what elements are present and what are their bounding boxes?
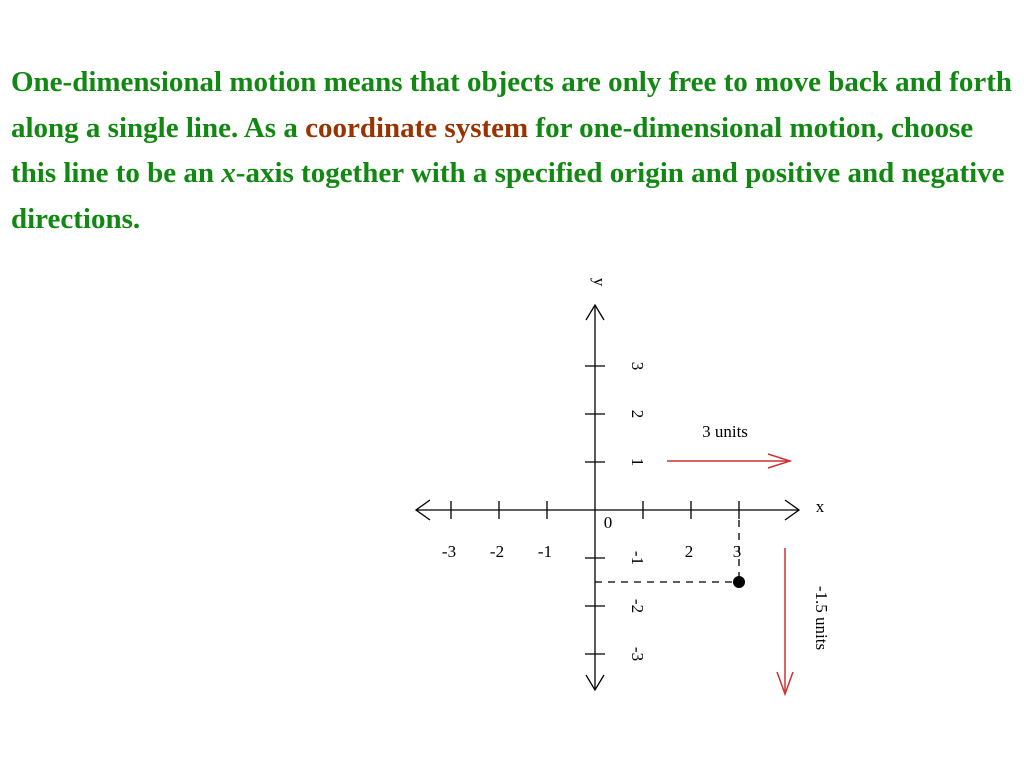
x-tick-label: 2	[684, 541, 694, 561]
axes-group	[416, 305, 799, 690]
vertical-arrow-label: -1.5 units	[812, 585, 832, 651]
paragraph-text-2: for one-dimensional motion, choose this line to be an	[11, 111, 974, 189]
y-tick-label: -1	[628, 550, 648, 566]
paragraph-text-1: One-dimensional motion means that objects are only free to move back and forth along a single line. As a	[11, 66, 1012, 144]
x-tick-label: 3	[732, 541, 742, 561]
x-axis-label: x	[815, 496, 825, 516]
y-axis-label: y	[590, 277, 610, 287]
y-tick-label: 3	[628, 361, 648, 371]
guides-group	[595, 520, 745, 588]
point-marker	[733, 576, 745, 588]
y-tick-label: 2	[628, 409, 648, 419]
coordinate-system-term: coordinate system	[305, 111, 529, 144]
labels-group	[442, 278, 831, 661]
x-tick-label: -2	[489, 541, 505, 561]
horizontal-arrow-label: 3 units	[702, 421, 748, 441]
x-tick-label: -1	[537, 541, 553, 561]
x-variable: x	[221, 157, 236, 189]
y-tick-label: -2	[628, 598, 648, 614]
origin-label: 0	[603, 512, 613, 532]
arrows-group	[667, 454, 793, 694]
paragraph-text-3: -axis together with a specified origin and positive and negative directions.	[11, 157, 1005, 235]
x-tick-label: -3	[441, 541, 457, 561]
y-tick-label: 1	[628, 457, 648, 467]
y-tick-label: -3	[628, 646, 648, 662]
